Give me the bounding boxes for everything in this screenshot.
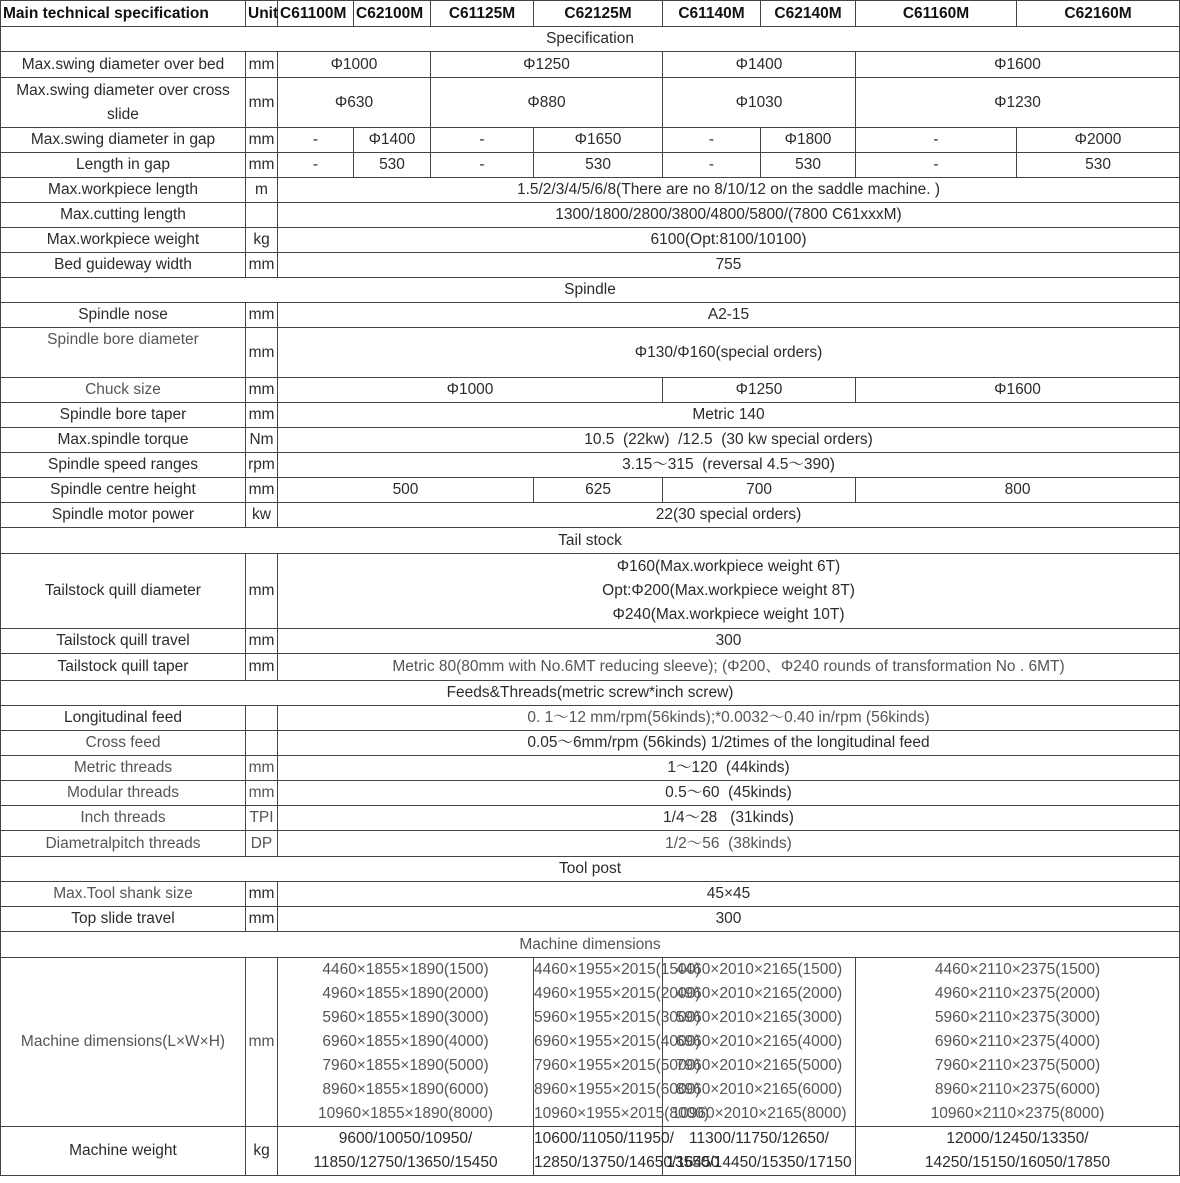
cell-value: 1300/1800/2800/3800/4800/5800/(7800 C61xxxM)	[278, 203, 1180, 228]
dims-line: 4960×1955×2015(2000)	[534, 985, 701, 1002]
section-row	[1, 857, 1180, 882]
table-row	[1, 153, 1180, 178]
cell-value: 0.5～60 (45kinds)	[278, 781, 1180, 806]
row-label: Modular threads	[1, 781, 246, 806]
row-unit: TPI	[246, 806, 278, 831]
table-row	[1, 706, 1180, 731]
cell-value: Φ1800	[761, 128, 856, 153]
cell-value: 625	[534, 478, 663, 503]
cell-value: -	[431, 153, 534, 178]
cell-value: 1～120 (44kinds)	[278, 756, 1180, 781]
cell-value: Φ130/Φ160(special orders)	[278, 328, 1180, 378]
cell-value: Φ1250	[431, 52, 663, 78]
row-label: Bed guideway width	[1, 253, 246, 278]
row-label: Spindle bore taper	[1, 403, 246, 428]
cell-value: -	[431, 128, 534, 153]
row-unit: kw	[246, 503, 278, 528]
row-label: Longitudinal feed	[1, 706, 246, 731]
cell-value: Metric 140	[278, 403, 1180, 428]
row-unit: m	[246, 178, 278, 203]
section-dimensions: Machine dimensions	[1, 932, 1180, 958]
row-unit: mm	[246, 756, 278, 781]
section-specification: Specification	[1, 27, 1180, 52]
table-row	[1, 52, 1180, 78]
section-row	[1, 27, 1180, 52]
cell-value: -	[663, 153, 761, 178]
quill-line: Opt:Φ200(Max.workpiece weight 8T)	[602, 582, 855, 599]
row-label: Spindle speed ranges	[1, 453, 246, 478]
table-row	[1, 303, 1180, 328]
section-row	[1, 932, 1180, 958]
dims-line: 8960×1955×2015(6000)	[534, 1081, 701, 1098]
cell-value: Φ1030	[663, 78, 856, 128]
table-row	[1, 128, 1180, 153]
dims-line: 10960×2110×2375(8000)	[930, 1105, 1105, 1122]
dims-group-160	[856, 958, 1180, 1127]
table-row	[1, 228, 1180, 253]
cell-value: 530	[761, 153, 856, 178]
row-label: Metric threads	[1, 756, 246, 781]
row-unit: mm	[246, 654, 278, 681]
row-label: Max.spindle torque	[1, 428, 246, 453]
model-c61125m: C61125M	[431, 1, 534, 27]
table-row	[1, 629, 1180, 654]
table-row	[1, 907, 1180, 932]
cell-value: 530	[534, 153, 663, 178]
cell-value: 700	[663, 478, 856, 503]
table-row	[1, 178, 1180, 203]
weight-line: 13550/14450/15350/17150	[666, 1154, 852, 1171]
row-unit: Nm	[246, 428, 278, 453]
row-label: Spindle motor power	[1, 503, 246, 528]
dims-line: 6960×1855×1890(4000)	[322, 1033, 489, 1050]
cell-value: 300	[278, 629, 1180, 654]
row-unit: mm	[246, 328, 278, 378]
dims-line: 6960×2010×2165(4000)	[675, 1033, 843, 1050]
dims-line: 10960×1955×2015(8000)	[534, 1105, 709, 1122]
dims-group-140	[663, 958, 856, 1127]
weight-group-140	[663, 1127, 856, 1176]
row-unit: mm	[246, 629, 278, 654]
table-row	[1, 1127, 1180, 1176]
row-label: Tailstock quill diameter	[1, 554, 246, 629]
table-row	[1, 478, 1180, 503]
cell-value: Φ630	[278, 78, 431, 128]
cell-value: A2-15	[278, 303, 1180, 328]
header-row	[1, 1, 1180, 27]
model-c62140m: C62140M	[761, 1, 856, 27]
table-row	[1, 78, 1180, 128]
cell-value: Φ2000	[1017, 128, 1180, 153]
cell-value: Φ1600	[856, 52, 1180, 78]
row-unit: mm	[246, 403, 278, 428]
row-unit: rpm	[246, 453, 278, 478]
cell-value: 300	[278, 907, 1180, 932]
table-row	[1, 378, 1180, 403]
row-label: Max.swing diameter over bed	[1, 52, 246, 78]
row-unit: mm	[246, 958, 278, 1127]
weight-line: 10600/11050/11950/	[534, 1130, 674, 1147]
row-label: Diametralpitch threads	[1, 831, 246, 857]
row-unit: mm	[246, 128, 278, 153]
dims-line: 6960×1955×2015(4000)	[534, 1033, 701, 1050]
weight-line: 9600/10050/10950/	[338, 1130, 473, 1147]
table-row	[1, 882, 1180, 907]
table-row	[1, 831, 1180, 857]
quill-line: Φ240(Max.workpiece weight 10T)	[612, 606, 845, 623]
dims-line: 4960×2010×2165(2000)	[675, 985, 843, 1002]
dims-group-125	[534, 958, 709, 1127]
row-label: Max.swing diameter over cross slide	[1, 78, 246, 128]
dims-line: 4460×2010×2165(1500)	[675, 961, 843, 978]
row-unit: mm	[246, 378, 278, 403]
section-spindle: Spindle	[1, 278, 1180, 303]
dims-line: 4460×1955×2015(1500)	[534, 961, 701, 978]
row-unit: mm	[246, 554, 278, 629]
model-c61140m: C61140M	[663, 1, 761, 27]
table-row	[1, 554, 1180, 629]
row-unit: DP	[246, 831, 278, 857]
dims-line: 7960×1855×1890(5000)	[322, 1057, 489, 1074]
table-row	[1, 958, 1180, 1127]
cell-value: 45×45	[278, 882, 1180, 907]
cell-value: 1.5/2/3/4/5/6/8(There are no 8/10/12 on the saddle machine. )	[278, 178, 1180, 203]
model-c61100m: C61100M	[278, 1, 354, 27]
cell-value: Φ1000	[278, 378, 663, 403]
row-label: Max.cutting length	[1, 203, 246, 228]
cell-value: 530	[354, 153, 431, 178]
cell-value: Φ880	[431, 78, 663, 128]
dims-line: 4960×1855×1890(2000)	[322, 985, 489, 1002]
cell-value: 755	[278, 253, 1180, 278]
row-label: Tailstock quill travel	[1, 629, 246, 654]
cell-value: Φ1400	[354, 128, 431, 153]
section-toolpost: Tool post	[1, 857, 1180, 882]
row-label: Top slide travel	[1, 907, 246, 932]
row-unit: mm	[246, 882, 278, 907]
row-label: Max.Tool shank size	[1, 882, 246, 907]
cell-value: 0.05～6mm/rpm (56kinds) 1/2times of the longitudinal feed	[278, 731, 1180, 756]
model-c62160m: C62160M	[1017, 1, 1180, 27]
dims-line: 4460×2110×2375(1500)	[934, 961, 1101, 978]
cell-value: 6100(Opt:8100/10100)	[278, 228, 1180, 253]
dims-line: 6960×2110×2375(4000)	[934, 1033, 1101, 1050]
section-row	[1, 681, 1180, 706]
cell-value: 1/4～28 (31kinds)	[278, 806, 1180, 831]
row-unit	[246, 203, 278, 228]
cell-value: 800	[856, 478, 1180, 503]
row-unit: mm	[246, 153, 278, 178]
dims-line: 4960×2110×2375(2000)	[934, 985, 1101, 1002]
cell-value: Φ1230	[856, 78, 1180, 128]
row-label: Max.swing diameter in gap	[1, 128, 246, 153]
table-row	[1, 253, 1180, 278]
table-row	[1, 806, 1180, 831]
table-row	[1, 731, 1180, 756]
model-c61160m: C61160M	[856, 1, 1017, 27]
cell-value: Metric 80(80mm with No.6MT reducing sleeve); (Φ200、Φ240 rounds of transformation No . 6MT)	[278, 654, 1180, 681]
row-unit: mm	[246, 52, 278, 78]
table-row	[1, 781, 1180, 806]
cell-value: Φ1250	[663, 378, 856, 403]
table-row	[1, 453, 1180, 478]
weight-line: 12850/13750/14650/16450	[534, 1154, 720, 1171]
weight-group-100	[278, 1127, 534, 1176]
row-unit: kg	[246, 1127, 278, 1176]
cell-value: -	[278, 153, 354, 178]
row-label: Inch threads	[1, 806, 246, 831]
table-row	[1, 203, 1180, 228]
table-row	[1, 403, 1180, 428]
row-label: Max.workpiece length	[1, 178, 246, 203]
cell-value: -	[278, 128, 354, 153]
row-unit: mm	[246, 478, 278, 503]
cell-value: Φ1600	[856, 378, 1180, 403]
row-label: Machine weight	[1, 1127, 246, 1176]
weight-line: 11850/12750/13650/15450	[313, 1154, 498, 1171]
dims-line: 5960×2010×2165(3000)	[675, 1009, 843, 1026]
row-label: Spindle centre height	[1, 478, 246, 503]
section-row	[1, 278, 1180, 303]
dims-line: 8960×1855×1890(6000)	[322, 1081, 489, 1098]
row-unit: mm	[246, 907, 278, 932]
dims-line: 7960×2110×2375(5000)	[934, 1057, 1101, 1074]
header-title: Main technical specification	[1, 1, 246, 27]
row-unit: mm	[246, 781, 278, 806]
weight-line: 14250/15150/16050/17850	[924, 1154, 1111, 1171]
row-label: Cross feed	[1, 731, 246, 756]
cell-value: Φ1650	[534, 128, 663, 153]
quill-line: Φ160(Max.workpiece weight 6T)	[616, 558, 841, 575]
row-unit: mm	[246, 303, 278, 328]
dims-line: 5960×1855×1890(3000)	[322, 1009, 489, 1026]
dims-line: 10960×2010×2165(8000)	[671, 1105, 847, 1122]
row-label: Tailstock quill taper	[1, 654, 246, 681]
cell-value: 10.5 (22kw) /12.5 (30 kw special orders)	[278, 428, 1180, 453]
dims-line: 8960×2110×2375(6000)	[934, 1081, 1101, 1098]
dims-group-100	[278, 958, 534, 1127]
cell-value: 3.15～315 (reversal 4.5～390)	[278, 453, 1180, 478]
row-label: Machine dimensions(L×W×H)	[1, 958, 246, 1127]
row-label: Max.workpiece weight	[1, 228, 246, 253]
weight-line: 12000/12450/13350/	[946, 1130, 1089, 1147]
header-unit: Unit	[246, 1, 278, 27]
cell-value: 0. 1～12 mm/rpm(56kinds);*0.0032～0.40 in/rpm (56kinds)	[278, 706, 1180, 731]
dims-line: 7960×1955×2015(5000)	[534, 1057, 701, 1074]
row-unit: mm	[246, 78, 278, 128]
cell-value: 1/2～56 (38kinds)	[278, 831, 1180, 857]
dims-line: 7960×2010×2165(5000)	[675, 1057, 843, 1074]
table-row	[1, 503, 1180, 528]
row-unit: kg	[246, 228, 278, 253]
model-c62100m: C62100M	[354, 1, 431, 27]
weight-group-160	[856, 1127, 1180, 1176]
cell-value: 500	[278, 478, 534, 503]
cell-value-multiline	[278, 554, 1180, 629]
cell-value: 22(30 special orders)	[278, 503, 1180, 528]
dims-line: 8960×2010×2165(6000)	[675, 1081, 843, 1098]
weight-group-125	[534, 1127, 720, 1176]
table-row	[1, 756, 1180, 781]
row-unit	[246, 731, 278, 756]
dims-line: 10960×1855×1890(8000)	[318, 1105, 493, 1122]
section-tailstock: Tail stock	[1, 528, 1180, 554]
row-unit: mm	[246, 253, 278, 278]
dims-line: 5960×1955×2015(3000)	[534, 1009, 701, 1026]
section-feeds: Feeds&Threads(metric screw*inch screw)	[1, 681, 1180, 706]
dims-line: 5960×2110×2375(3000)	[934, 1009, 1101, 1026]
row-label: Length in gap	[1, 153, 246, 178]
cell-value: -	[856, 153, 1017, 178]
cell-value: 530	[1017, 153, 1180, 178]
section-row	[1, 528, 1180, 554]
cell-value: Φ1000	[278, 52, 431, 78]
row-label: Spindle bore diameter	[1, 328, 246, 378]
weight-line: 11300/11750/12650/	[689, 1130, 829, 1147]
row-label: Spindle nose	[1, 303, 246, 328]
table-row	[1, 654, 1180, 681]
row-unit	[246, 706, 278, 731]
table-row	[1, 428, 1180, 453]
cell-value: -	[663, 128, 761, 153]
row-label: Chuck size	[1, 378, 246, 403]
table-row	[1, 328, 1180, 378]
dims-line: 4460×1855×1890(1500)	[322, 961, 489, 978]
cell-value: Φ1400	[663, 52, 856, 78]
cell-value: -	[856, 128, 1017, 153]
model-c62125m: C62125M	[534, 1, 663, 27]
